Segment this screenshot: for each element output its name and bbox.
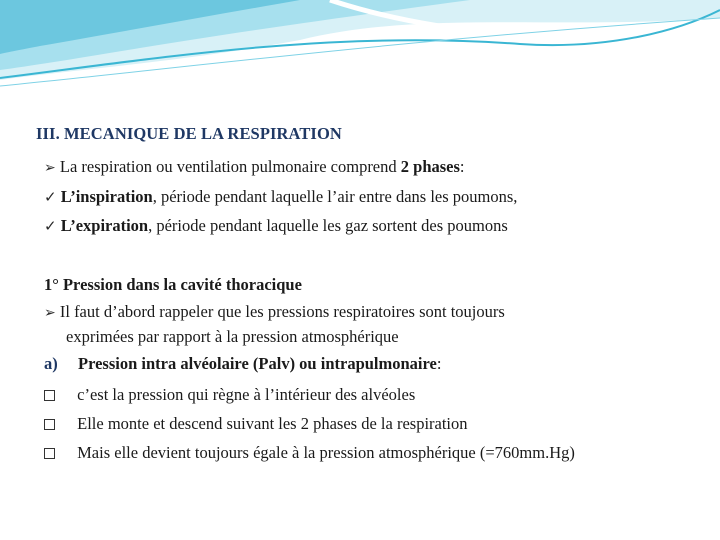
header-wave-decoration [0,0,720,90]
section-heading: 1° Pression dans la cavité thoracique [44,275,302,294]
sub-heading-tail: : [436,354,442,373]
note-text: Il faut d’abord rappeler que les pressions respiratoires sont toujours [59,302,505,321]
square-bullet-icon [44,448,55,459]
intro-line [44,157,465,179]
arrow-bullet-icon: ➢ [44,306,56,321]
check-bullet-icon: ✓ [44,190,57,206]
intro-bold: 2 phases [400,157,460,176]
note-line [44,302,505,324]
square-bullet-icon [44,390,55,401]
check-bullet-icon: ✓ [44,219,57,235]
list-item [44,443,575,463]
list-item-text: c’est la pression qui règne à l’intérieur des alvéoles [77,385,416,404]
intro-text: La respiration ou ventilation pulmonaire comprend [59,157,401,176]
phase-text: , période pendant laquelle l’air entre dans les poumons, [152,187,518,206]
intro-tail: : [459,157,465,176]
note-continuation: exprimées par rapport à la pression atmosphérique [66,327,399,346]
sub-marker: a) [44,354,58,373]
list-item-text: Elle monte et descend suivant les 2 phases de la respiration [77,414,468,433]
sub-heading [44,354,441,374]
list-item [44,385,415,405]
phase-item [44,187,517,208]
slide-title: III. MECANIQUE DE LA RESPIRATION [36,124,342,143]
arrow-bullet-icon: ➢ [44,161,56,176]
phase-text: , période pendant laquelle les gaz sortent des poumons [148,216,508,235]
list-item-text: Mais elle devient toujours égale à la pression atmosphérique (=760mm.Hg) [77,443,575,462]
phase-item [44,216,508,237]
phase-name: L’inspiration [60,187,153,206]
sub-heading-bold: Pression intra alvéolaire (Palv) ou intrapulmonaire [78,354,437,373]
phase-name: L’expiration [60,216,149,235]
list-item [44,414,468,434]
square-bullet-icon [44,419,55,430]
